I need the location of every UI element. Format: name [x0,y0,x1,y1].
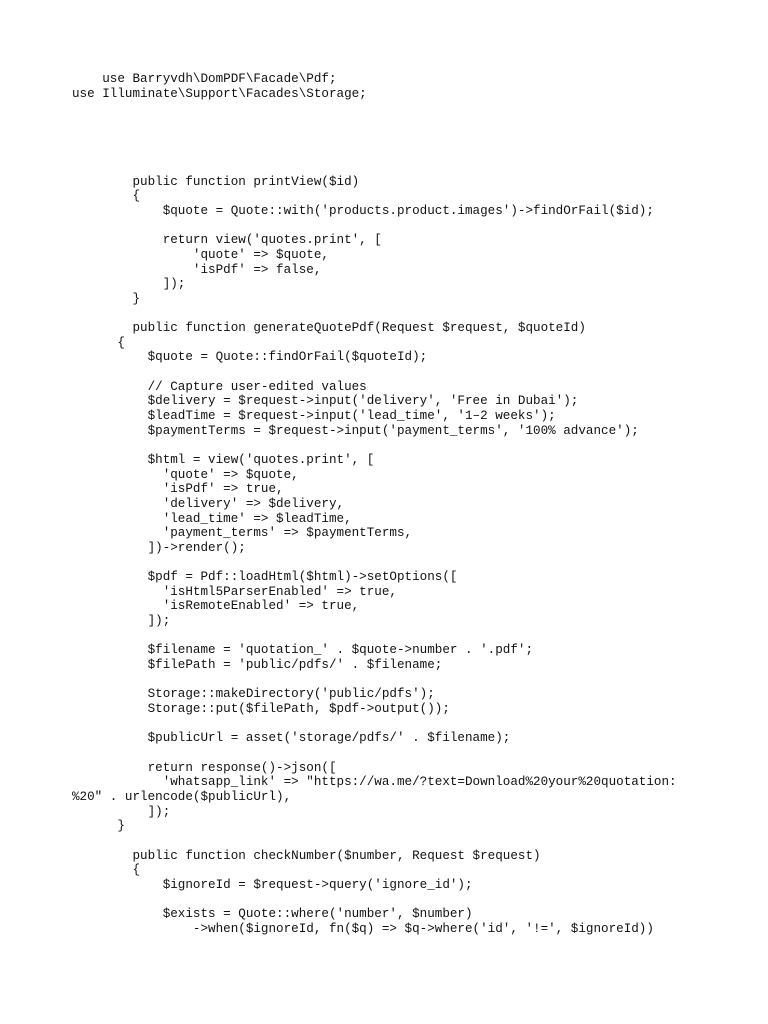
code-line: Storage::makeDirectory('public/pdfs'); [72,687,435,702]
code-line: // Capture user-edited values [72,379,367,394]
code-line: $paymentTerms = $request->input('payment_terms', '100% advance'); [72,423,639,438]
code-line: $pdf = Pdf::loadHtml($html)->setOptions([ [72,570,458,585]
code-line: $html = view('quotes.print', [ [72,452,375,467]
code-line: return response()->json([ [72,760,337,775]
code-line: } [72,819,125,834]
code-line: ]); [72,614,171,629]
code-line: use Barryvdh\DomPDF\Facade\Pdf; [72,72,337,86]
code-line: public function checkNumber($number, Request $request) [72,848,541,863]
code-line: } [72,291,141,306]
code-line: $filePath = 'public/pdfs/' . $filename; [72,658,443,672]
code-line: 'payment_terms' => $paymentTerms, [72,526,413,541]
code-line: $delivery = $request->input('delivery', 'Free in Dubai'); [72,394,579,409]
code-line: 'quote' => $quote, [72,467,299,482]
code-line: { [72,863,141,878]
code-line: public function generateQuotePdf(Request $request, $quoteId) [72,321,586,336]
code-line: 'delivery' => $delivery, [72,496,345,511]
code-line: $exists = Quote::where('number', $number) [72,907,473,922]
code-line: ])->render(); [72,540,246,555]
code-line: $ignoreId = $request->query('ignore_id'); [72,877,473,892]
code-line: 'isRemoteEnabled' => true, [72,599,360,614]
code-line: $leadTime = $request->input('lead_time', '1–2 weeks'); [72,408,556,423]
code-line: %20" . urlencode($publicUrl), [72,789,292,804]
code-line: { [72,335,125,350]
code-line: ]); [72,277,186,292]
code-line: return view('quotes.print', [ [72,233,382,248]
code-line: 'whatsapp_link' => "https://wa.me/?text=Download%20your%20quotation: [72,775,677,790]
code-line: 'quote' => $quote, [72,247,329,262]
code-line: 'lead_time' => $leadTime, [72,511,352,526]
code-line: $publicUrl = asset('storage/pdfs/' . $filename); [72,731,511,746]
code-line: 'isHtml5ParserEnabled' => true, [72,584,397,599]
code-line: $quote = Quote::findOrFail($quoteId); [72,350,428,365]
code-line: public function printView($id) [72,174,360,189]
code-line: $filename = 'quotation_' . $quote->number . '.pdf'; [72,643,534,658]
code-line: $quote = Quote::with('products.product.images')->findOrFail($id); [72,203,654,218]
code-line: 'isPdf' => true, [72,482,284,497]
code-line: ]); [72,804,171,819]
code-line: { [72,189,141,204]
code-line: ->when($ignoreId, fn($q) => $q->where('id', '!=', $ignoreId)) [72,921,654,936]
code-line: use Illuminate\Support\Facades\Storage; [72,86,367,101]
code-line: Storage::put($filePath, $pdf->output()); [72,702,450,716]
code-line: 'isPdf' => false, [72,262,322,277]
